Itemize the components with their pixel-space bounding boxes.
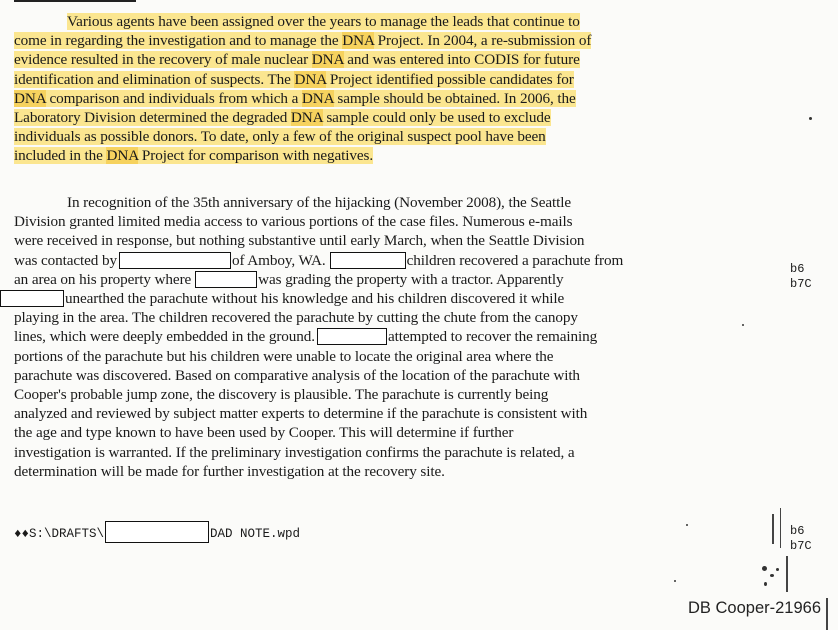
- exemption-codes-second: [790, 524, 812, 554]
- scan-mark: [786, 556, 788, 592]
- scan-speck: [762, 566, 767, 571]
- text-line: portions of the parachute but his children were unable to locate the original area where the: [14, 347, 554, 365]
- highlighted-text-line: [14, 70, 734, 89]
- text-line: Cooper's probable jump zone, the discovery is plausible. The parachute is currently being: [14, 386, 549, 404]
- text-segment: identification and elimination of suspects. The: [14, 70, 295, 88]
- dna-keyword-highlight: DNA: [342, 32, 374, 50]
- dna-keyword-highlight: DNA: [311, 51, 344, 69]
- text-segment: comparison and individuals from which a: [45, 89, 302, 107]
- scan-mark: [780, 508, 781, 548]
- file-path-footer: [14, 521, 300, 543]
- highlight-mark: [14, 128, 546, 145]
- exemption-code: b7C: [790, 539, 812, 553]
- highlighted-text-line: [14, 31, 734, 50]
- text-segment: Laboratory Division determined the degraded: [14, 109, 291, 127]
- highlight-mark: [67, 13, 580, 30]
- highlighted-text-line: [14, 50, 734, 69]
- highlighted-text-line: [14, 146, 734, 165]
- text-segment: was grading the property with a tractor. Apparently: [258, 270, 564, 288]
- exemption-code: b6: [790, 524, 805, 538]
- redaction-box: [330, 252, 406, 269]
- exemption-code: b7C: [790, 277, 812, 291]
- text-segment: and was entered into CODIS for future: [343, 51, 580, 69]
- scan-speck: [764, 582, 767, 586]
- text-line: In recognition of the 35th anniversary of the hijacking (November 2008), the Seattle: [67, 194, 572, 211]
- dna-keyword-highlight: DNA: [294, 70, 327, 88]
- redaction-box: [317, 328, 387, 345]
- paragraph-parachute-discovery: [14, 193, 734, 481]
- exemption-codes-first: [790, 262, 812, 292]
- text-segment: was contacted by: [14, 251, 117, 269]
- file-path-suffix: DAD NOTE.wpd: [210, 527, 301, 541]
- highlight-mark: [14, 90, 576, 107]
- text-line: [14, 327, 734, 346]
- dna-keyword-highlight: DNA: [290, 109, 323, 127]
- scan-mark: [772, 514, 774, 544]
- text-segment: sample could only be used to exclude: [322, 109, 551, 127]
- text-segment: an area on his property where: [14, 270, 192, 288]
- highlight-mark: [14, 51, 580, 68]
- dna-keyword-highlight: DNA: [301, 89, 334, 107]
- text-segment: included in the: [14, 147, 107, 165]
- top-rule-remnant: [14, 0, 136, 2]
- redaction-box: [0, 290, 64, 307]
- text-line: the age and type known to have been used by Cooper. This will determine if further: [14, 424, 514, 442]
- text-segment: individuals as possible donors. To date, only a few of the original suspect pool have been: [14, 128, 546, 146]
- text-segment: Various agents have been assigned over the years to manage the leads that continue to: [67, 13, 580, 30]
- text-segment: of Amboy, WA.: [232, 251, 326, 269]
- text-segment: Project for comparison with negatives.: [138, 147, 374, 165]
- text-segment: Project. In 2004, a re-submission of: [373, 32, 592, 50]
- text-segment: children recovered a parachute from: [406, 251, 624, 269]
- scan-mark: [826, 598, 828, 630]
- scan-speck: [809, 117, 812, 120]
- text-line: determination will be made for further investigation at the recovery site.: [14, 462, 445, 480]
- redaction-box: [119, 252, 231, 269]
- scan-speck: [770, 574, 774, 577]
- redaction-box: [105, 521, 209, 543]
- text-line: [14, 270, 734, 289]
- text-segment: Project identified possible candidates for: [326, 70, 574, 88]
- dna-keyword-highlight: DNA: [14, 89, 46, 107]
- text-line: were received in response, but nothing substantive until early March, when the Seattle Division: [14, 232, 585, 250]
- highlight-mark: [14, 71, 574, 88]
- dna-keyword-highlight: DNA: [106, 147, 139, 165]
- text-line: analyzed and reviewed by subject matter experts to determine if the parachute is consistent with: [14, 405, 588, 423]
- text-segment: come in regarding the investigation and to manage the: [14, 32, 343, 50]
- highlight-mark: [14, 109, 551, 126]
- text-segment: unearthed the parachute without his knowledge and his children discovered it while: [65, 290, 565, 308]
- scan-speck: [776, 568, 779, 571]
- highlighted-text-line: [14, 108, 734, 127]
- text-line: investigation is warranted. If the preliminary investigation confirms the parachute is related, a: [14, 443, 575, 461]
- scan-speck: [686, 524, 688, 526]
- text-segment: attempted to recover the remaining: [387, 328, 598, 346]
- highlight-mark: [14, 147, 373, 164]
- text-segment: lines, which were deeply embedded in the ground.: [14, 328, 315, 346]
- highlighted-text-line: [14, 127, 734, 146]
- redaction-box: [195, 271, 257, 288]
- text-segment: evidence resulted in the recovery of male nuclear: [14, 51, 312, 69]
- text-line: [14, 251, 734, 270]
- scan-speck: [742, 324, 744, 326]
- text-segment: sample should be obtained. In 2006, the: [333, 89, 576, 107]
- highlighted-text-line: [14, 89, 734, 108]
- highlighted-text-line: [14, 12, 734, 31]
- exemption-code: b6: [790, 262, 805, 276]
- text-line: Division granted limited media access to various portions of the case files. Numerous e-mails: [14, 213, 573, 231]
- text-line: parachute was discovered. Based on comparative analysis of the location of the parachute with: [14, 366, 580, 384]
- text-line: [14, 289, 734, 308]
- scan-speck: [674, 580, 676, 582]
- bates-number: DB Cooper-21966: [688, 599, 821, 617]
- paragraph-dna-project: [14, 12, 734, 166]
- file-path-prefix: ♦♦S:\DRAFTS\: [14, 527, 105, 541]
- text-line: playing in the area. The children recovered the parachute by cutting the chute from the canopy: [14, 309, 578, 327]
- highlight-mark: [14, 32, 591, 49]
